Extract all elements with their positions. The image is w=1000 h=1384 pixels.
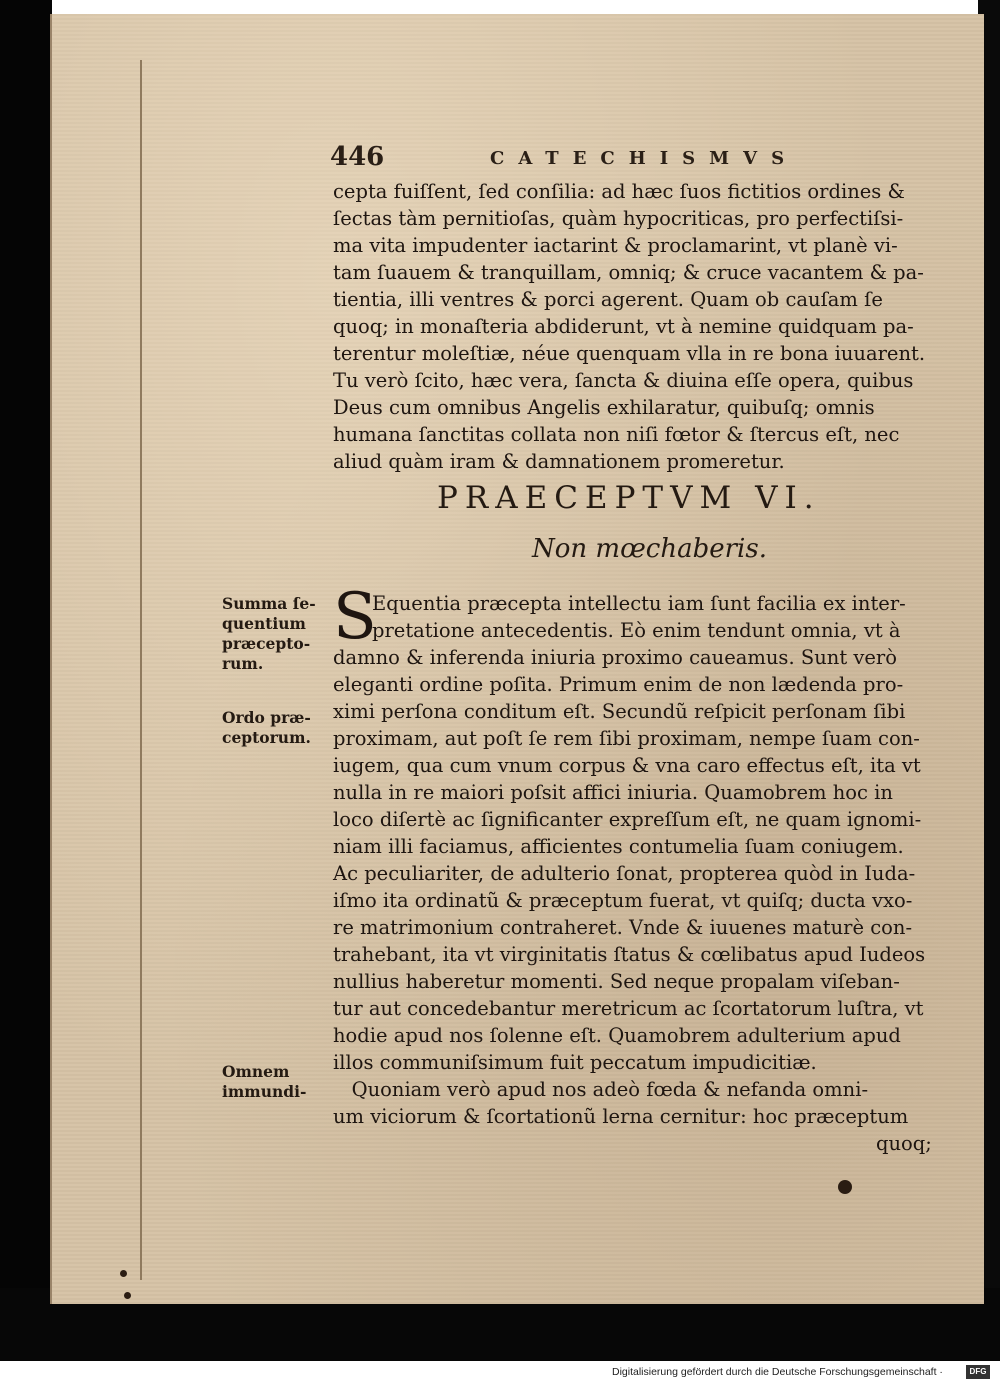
text-line: ſectas tàm pernitioſas, quàm hypocriticas, pro perfectiſsi-: [333, 207, 904, 230]
margin-note-line: immundi-: [222, 1082, 307, 1101]
margin-note-line: Summa ſe-: [222, 594, 316, 613]
text-line: cepta fuiſſent, ſed conſilia: ad hæc ſuos fictitios ordines &: [333, 180, 905, 203]
text-line: Quoniam verò apud nos adeò fœda & nefanda omni-: [333, 1078, 869, 1101]
text-line: proximam, aut poſt ſe rem ſibi proximam, nempe ſuam con-: [333, 727, 920, 750]
text-line: re matrimonium contraheret. Vnde & iuuenes maturè con-: [333, 916, 913, 939]
margin-note-line: rum.: [222, 654, 264, 673]
section-subheading: Non mœchaberis.: [532, 534, 767, 564]
text-line: pretatione antecedentis. Eò enim tendunt omnia, vt à: [372, 619, 901, 642]
margin-note-line: ceptorum.: [222, 728, 311, 747]
text-line: illos communiſsimum fuit peccatum impudicitiæ.: [333, 1051, 817, 1074]
text-line: eleganti ordine poſita. Primum enim de non lædenda pro-: [333, 673, 904, 696]
text-line: iugem, qua cum vnum corpus & vna caro effectus eſt, ita vt: [333, 754, 921, 777]
section-heading: PRAECEPTVM VI.: [437, 480, 821, 516]
dfg-logo: DFG: [966, 1365, 990, 1379]
ink-spot: [120, 1270, 127, 1277]
page-header: [330, 142, 930, 178]
ink-spot: [838, 1180, 852, 1194]
text-line: tur aut concedebantur meretricum ac ſcortatorum luſtra, vt: [333, 997, 924, 1020]
text-line: ximi perſona conditum eſt. Secundũ reſpicit perſonam ſibi: [333, 700, 906, 723]
margin-note-line: quentium: [222, 614, 306, 633]
scan-edge-left: [0, 0, 52, 1361]
text-line: nulla in re maiori poſsit affici iniuria. Quamobrem hoc in: [333, 781, 893, 804]
margin-note-omnem: [222, 1062, 306, 1102]
text-line: ma vita impudenter iactarint & proclamarint, vt planè vi-: [333, 234, 898, 257]
text-line: Tu verò ſcito, hæc vera, ſancta & diuina eſſe opera, quibus: [333, 369, 914, 392]
text-line: nullius haberetur momenti. Sed neque propalam viſeban-: [333, 970, 900, 993]
text-line: loco diſertè ac ſignificanter expreſſum eſt, ne quam ignomi-: [333, 808, 922, 831]
margin-note-ordo: [222, 708, 311, 748]
text-line: damno & inferenda iniuria proximo caueamus. Sunt verò: [333, 646, 897, 669]
text-line: quoq; in monaſteria abdiderunt, vt à nemine quidquam pa-: [333, 315, 914, 338]
margin-note-summa: [222, 594, 316, 674]
text-line: niam illi faciamus, afficientes contumelia ſuam coniugem.: [333, 835, 904, 858]
margin-note-line: præcepto-: [222, 634, 311, 653]
margin-note-line: Omnem: [222, 1062, 290, 1081]
digitization-credit: Digitalisierung gefördert durch die Deutsche Forschungsgemeinschaft ·: [612, 1366, 943, 1378]
drop-capital: S: [333, 580, 377, 654]
text-line: tientia, illi ventres & porci agerent. Quam ob cauſam ſe: [333, 288, 883, 311]
text-line: tam ſuauem & tranquillam, omniq; & cruce vacantem & pa-: [333, 261, 924, 284]
catchword: quoq;: [876, 1132, 932, 1155]
page-number: 446: [330, 142, 385, 172]
text-line: terentur moleſtiæ, néue quenquam vlla in re bona iuuarent.: [333, 342, 926, 365]
text-line: iſmo ita ordinatũ & præceptum fuerat, vt quiſq; ducta vxo-: [333, 889, 913, 912]
page-fold-line: [140, 60, 142, 1280]
text-line: trahebant, ita vt virginitatis ſtatus & cœlibatus apud Iudeos: [333, 943, 926, 966]
text-line: aliud quàm iram & damnationem promeretur.: [333, 450, 785, 473]
text-line: Equentia præcepta intellectu iam ſunt facilia ex inter-: [372, 592, 906, 615]
margin-note-line: Ordo præ-: [222, 708, 311, 727]
text-line: Deus cum omnibus Angelis exhilaratur, quibuſq; omnis: [333, 396, 875, 419]
ink-spot: [124, 1292, 131, 1299]
running-head: CATECHISMVS: [490, 148, 799, 169]
text-line: Ac peculiariter, de adulterio ſonat, propterea quòd in Iuda-: [333, 862, 916, 885]
text-line: um viciorum & ſcortationũ lerna cernitur: hoc præceptum: [333, 1105, 909, 1128]
text-line: humana ſanctitas collata non niſi fœtor & ſtercus eſt, nec: [333, 423, 900, 446]
text-line: hodie apud nos ſolenne eſt. Quamobrem adulterium apud: [333, 1024, 901, 1047]
